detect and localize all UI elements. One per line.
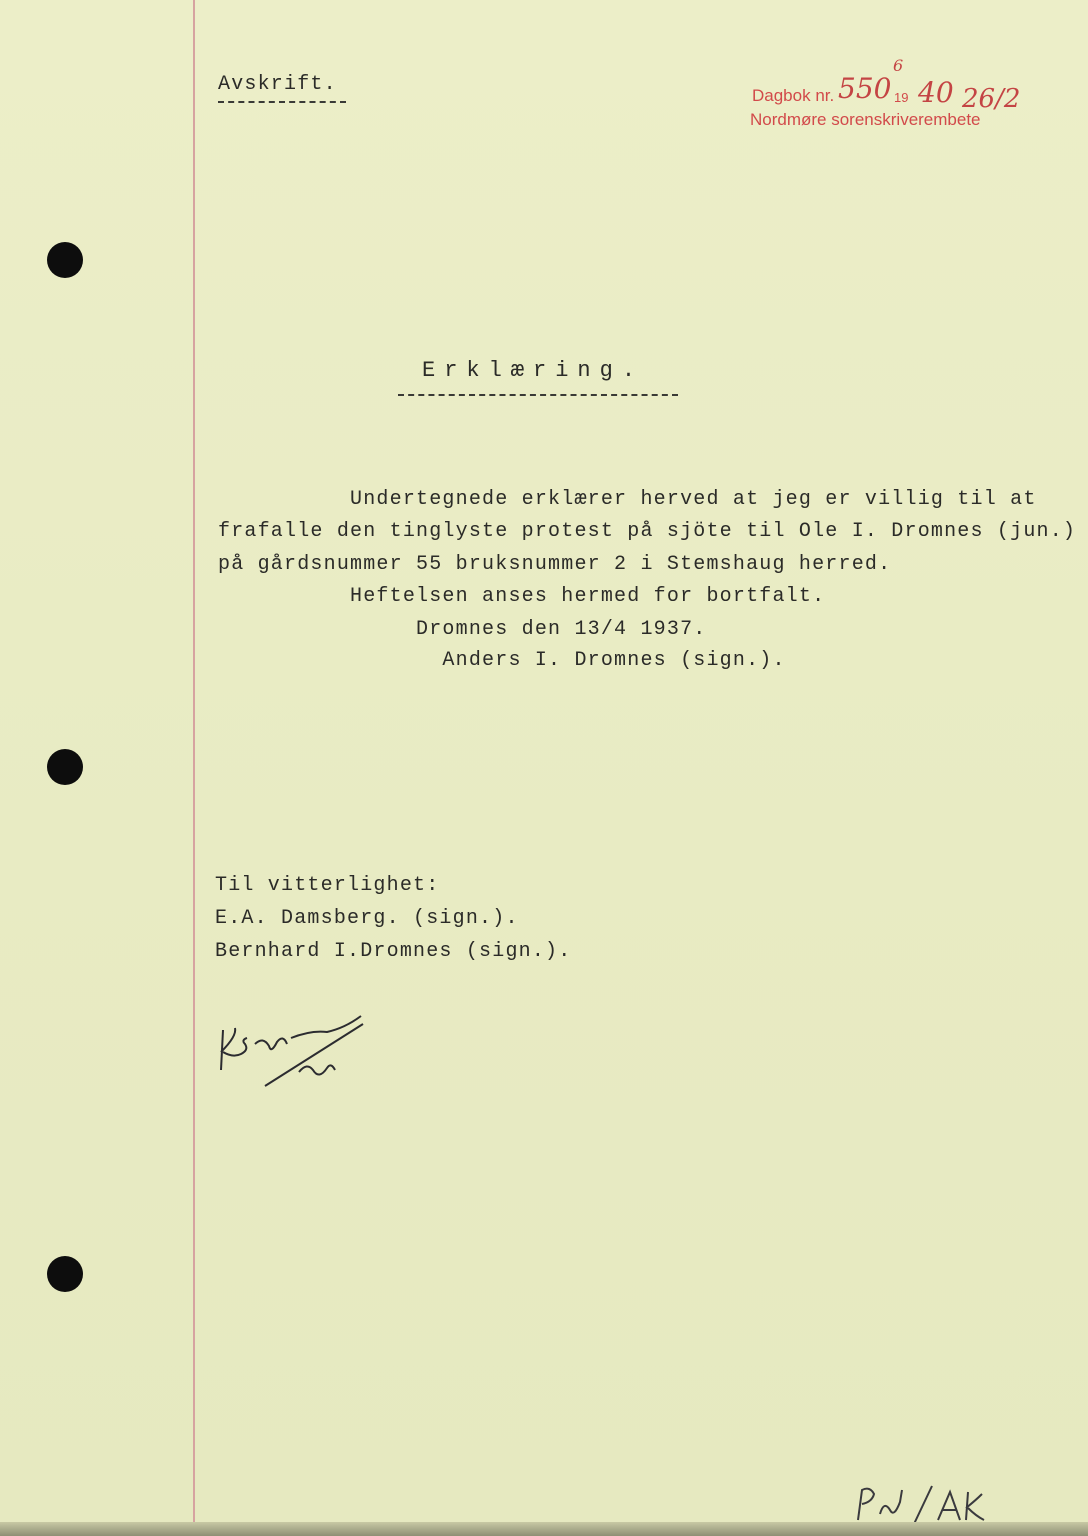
scan-bottom-edge	[0, 1522, 1088, 1536]
avskrift-underline	[218, 101, 346, 103]
stamp-year-prefix: 19	[894, 90, 909, 105]
witness-line: Bernhard I.Dromnes (sign.).	[215, 940, 572, 963]
body-line: Undertegnede erklærer herved at jeg er villig til at	[218, 488, 1037, 511]
body-line: Anders I. Dromnes (sign.).	[218, 649, 786, 672]
punch-hole	[47, 242, 83, 278]
title-underline	[398, 394, 678, 396]
body-line: Heftelsen anses hermed for bortfalt.	[218, 585, 826, 608]
body-line: på gårdsnummer 55 bruksnummer 2 i Stemshaug herred.	[218, 553, 892, 576]
body-line: Dromnes den 13/4 1937.	[218, 618, 707, 641]
punch-hole	[47, 749, 83, 785]
punch-hole	[47, 1256, 83, 1292]
handwritten-initials	[215, 1010, 375, 1090]
witness-heading: Til vitterlighet:	[215, 874, 440, 897]
stamp-dagbok-number: 550	[838, 72, 892, 105]
document-title: Erklæring.	[422, 358, 645, 383]
stamp-dagbok-superscript: 6	[893, 56, 904, 75]
body-line: frafalle den tinglyste protest på sjöte til Ole I. Dromnes (jun.)	[218, 520, 1077, 543]
witness-line: E.A. Damsberg. (sign.).	[215, 907, 519, 930]
margin-line	[193, 0, 195, 1522]
stamp-date: 26/2	[962, 84, 1021, 114]
stamp-year: 40	[918, 76, 954, 109]
stamp-office: Nordmøre sorenskriverembete	[750, 110, 981, 129]
stamp-dagbok-prefix: Dagbok nr.	[752, 86, 835, 105]
avskrift-label: Avskrift.	[218, 73, 337, 96]
